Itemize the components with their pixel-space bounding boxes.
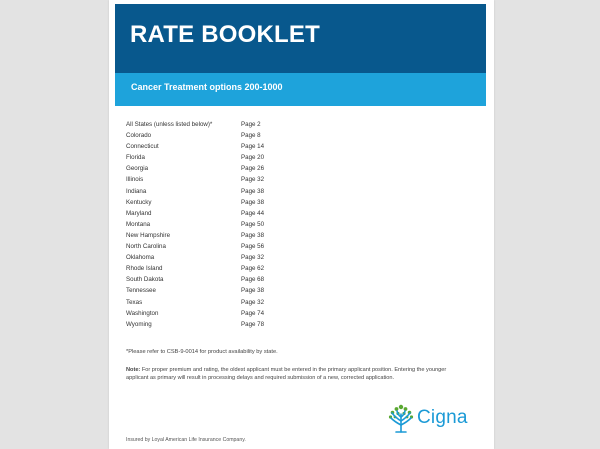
- page-ref: Page 20: [241, 154, 265, 162]
- page-ref: Page 44: [241, 209, 265, 217]
- page-ref: Page 32: [241, 298, 265, 306]
- page-ref: Page 8: [241, 132, 261, 140]
- state-name: Connecticut: [126, 143, 159, 151]
- page-ref: Page 50: [241, 220, 265, 228]
- page-title: RATE BOOKLET: [130, 21, 320, 48]
- page-ref: Page 38: [241, 198, 265, 206]
- state-name: Montana: [126, 220, 151, 228]
- title-banner: [115, 4, 486, 73]
- page-ref: Page 62: [241, 265, 265, 273]
- state-name: Indiana: [126, 187, 147, 195]
- logo-wordmark: Cigna: [417, 407, 468, 428]
- state-name: Texas: [126, 298, 143, 306]
- document-page: [109, 0, 494, 449]
- state-name: South Dakota: [126, 276, 164, 284]
- page-ref: Page 56: [241, 243, 265, 251]
- page-ref: Page 38: [241, 231, 265, 239]
- note-text: For proper premium and rating, the oldest applicant must be entered in the primary applicant position. Entering the younger applicant as primary will result in processing delays and required submission of a new, corrected application.: [126, 367, 447, 382]
- state-name: Maryland: [126, 209, 152, 217]
- state-name: Tennessee: [126, 287, 156, 295]
- state-name: North Carolina: [126, 243, 166, 251]
- page-ref: Page 26: [241, 165, 265, 173]
- page-ref: Page 32: [241, 176, 265, 184]
- note-block: [126, 366, 448, 383]
- state-name: Oklahoma: [126, 254, 155, 262]
- state-name: New Hampshire: [126, 231, 171, 239]
- state-name: Colorado: [126, 132, 152, 140]
- state-name: Washington: [126, 309, 159, 317]
- state-name: Wyoming: [126, 320, 152, 328]
- page-ref: Page 2: [241, 121, 261, 128]
- page-ref: Page 14: [241, 143, 265, 151]
- page-ref: Page 74: [241, 309, 265, 317]
- state-name: Kentucky: [126, 198, 152, 206]
- page-subtitle: Cancer Treatment options 200-1000: [131, 82, 283, 92]
- state-name: All States (unless listed below)*: [126, 121, 213, 128]
- page-ref: Page 78: [241, 320, 265, 328]
- state-name: Rhode Island: [126, 265, 163, 273]
- insured-by: Insured by Loyal American Life Insurance Company.: [126, 437, 246, 443]
- page-ref: Page 68: [241, 276, 265, 284]
- tree-of-life-icon: [387, 403, 415, 434]
- page-ref: Page 38: [241, 187, 265, 195]
- cigna-logo: [387, 403, 487, 435]
- page-ref: Page 32: [241, 254, 265, 262]
- footnote: *Please refer to CSB-9-0014 for product availability by state.: [126, 349, 278, 355]
- state-name: Florida: [126, 154, 145, 162]
- page-ref: Page 38: [241, 287, 265, 295]
- subtitle-banner: [115, 73, 486, 106]
- state-name: Illinois: [126, 176, 144, 184]
- state-name: Georgia: [126, 165, 149, 173]
- note-label: Note:: [126, 367, 141, 373]
